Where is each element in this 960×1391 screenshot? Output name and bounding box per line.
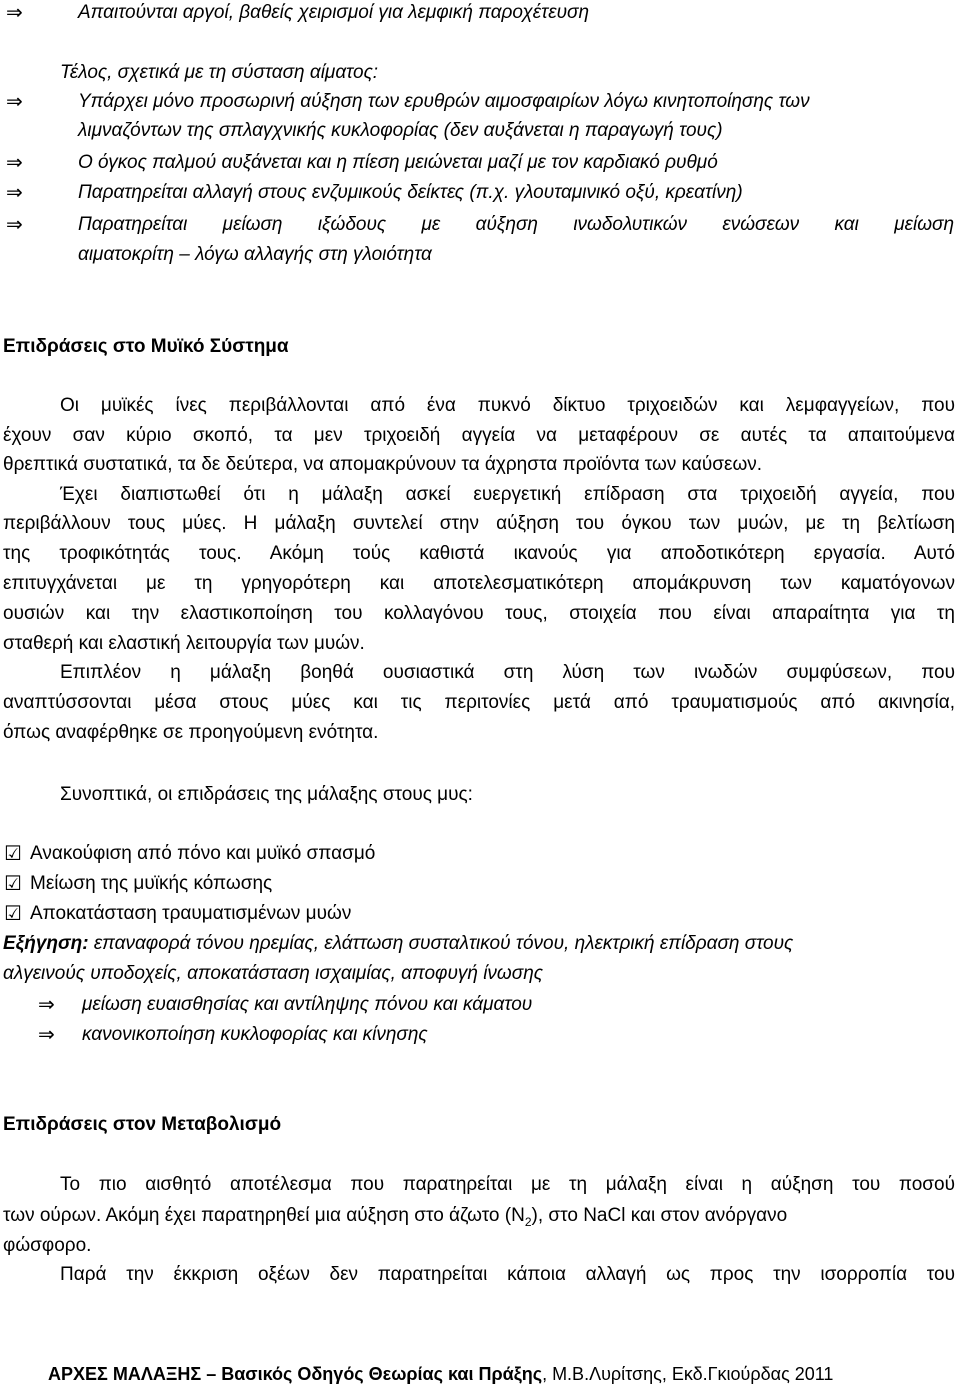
arrow-icon: ⇒ bbox=[6, 152, 23, 174]
paragraph-line bbox=[3, 1205, 787, 1233]
checklist-item: Μείωση της μυϊκής κόπωσης bbox=[30, 873, 273, 894]
bullet-text: Απαιτούνται αργοί, βαθείς χειρισμοί για λεμφική παροχέτευση bbox=[78, 2, 590, 23]
explanation-line bbox=[3, 933, 793, 955]
bullet-text: αιματοκρίτη – λόγω αλλαγής στη γλοιότητα bbox=[78, 244, 432, 265]
page-footer bbox=[48, 1364, 833, 1385]
explanation-line: αλγεινούς υποδοχείς, αποκατάσταση ισχαιμίας, αποφυγή ίνωσης bbox=[3, 963, 543, 984]
paragraph-line: ουσιών και την ελαστικοποίηση του κολλαγόνου τους, στοιχεία που είναι απαραίτητα για τη bbox=[3, 603, 955, 624]
summary-text: Συνοπτικά, οι επιδράσεις της μάλαξης στους μυς: bbox=[60, 784, 473, 805]
checkbox-icon: ☑ bbox=[4, 843, 22, 865]
section-heading: Επιδράσεις στον Μεταβολισμό bbox=[3, 1114, 282, 1135]
bullet-text: Παρατηρείται μείωση ιξώδους με αύξηση ινωδολυτικών ενώσεων και μείωση bbox=[78, 214, 954, 235]
paragraph-line: όπως αναφέρθηκε σε προηγούμενη ενότητα. bbox=[3, 722, 379, 743]
arrow-icon: ⇒ bbox=[6, 214, 23, 236]
paragraph-line: Το πιο αισθητό αποτέλεσμα που παρατηρείται με τη μάλαξη είναι η αύξηση του ποσού bbox=[60, 1174, 955, 1195]
checkbox-icon: ☑ bbox=[4, 873, 22, 895]
arrow-icon: ⇒ bbox=[6, 91, 23, 113]
paragraph-line: επιτυγχάνεται με τη γρηγορότερη και αποτελεσματικότερη απομάκρυνση των καματόγονων bbox=[3, 573, 955, 594]
bullet-text: Υπάρχει μόνο προσωρινή αύξηση των ερυθρών αιμοσφαιρίων λόγω κινητοποίησης των bbox=[78, 91, 810, 112]
footer-title: ΑΡΧΕΣ ΜΑΛΑΞΗΣ – Βασικός Οδηγός Θεωρίας και Πράξης bbox=[48, 1364, 543, 1384]
checkbox-icon: ☑ bbox=[4, 903, 22, 925]
paragraph-line: έχουν σαν κύριο σκοπό, τα μεν τριχοειδή αγγεία να μεταφέρουν σε αυτές τα απαιτούμενα bbox=[3, 425, 955, 446]
paragraph-line: αναπτύσσονται μέσα στους μύες και τις περιτονίες μετά από τραυματισμούς από ακινησία, bbox=[3, 692, 955, 713]
paragraph-line: Παρά την έκκριση οξέων δεν παρατηρείται κάποια αλλαγή ως προς την ισορροπία του bbox=[60, 1264, 955, 1285]
bullet-text: λιμναζόντων της σπλαγχνικής κυκλοφορίας (δεν αυξάνεται η παραγωγή τους) bbox=[78, 120, 723, 141]
sub-bullet-text: κανονικοποίηση κυκλοφορίας και κίνησης bbox=[82, 1024, 428, 1045]
paragraph-line: Οι μυϊκές ίνες περιβάλλονται από ένα πυκνό δίκτυο τριχοειδών και λεμφαγγείων, που bbox=[60, 395, 955, 416]
explanation-label: Εξήγηση: bbox=[3, 933, 89, 954]
sub-bullet-text: μείωση ευαισθησίας και αντίληψης πόνου και κάματου bbox=[82, 994, 533, 1015]
paragraph-line: φώσφορο. bbox=[3, 1235, 92, 1256]
checklist-item: Αποκατάσταση τραυματισμένων μυών bbox=[30, 903, 352, 924]
bullet-text: Ο όγκος παλμού αυξάνεται και η πίεση μειώνεται μαζί με τον καρδιακό ρυθμό bbox=[78, 152, 718, 173]
subscript: 2 bbox=[524, 1214, 532, 1229]
text-run: ), στο NaCl και στον ανόργανο bbox=[531, 1205, 788, 1226]
section-heading: Επιδράσεις στο Μυϊκό Σύστημα bbox=[3, 336, 289, 357]
explanation-text: επαναφορά τόνου ηρεμίας, ελάττωση συσταλτικού τόνου, ηλεκτρική επίδραση στους bbox=[88, 933, 794, 954]
arrow-icon: ⇒ bbox=[38, 994, 55, 1016]
paragraph-line: θρεπτικά συστατικά, τα δε δεύτερα, να απομακρύνουν τα άχρηστα προϊόντα των καύσεων. bbox=[3, 454, 763, 475]
paragraph-line: της τροφικότητάς τους. Ακόμη τούς καθιστά ικανούς για αποδοτικότερη εργασία. Αυτό bbox=[3, 543, 955, 564]
bullet-text: Παρατηρείται αλλαγή στους ενζυμικούς δείκτες (π.χ. γλουταμινικό οξύ, κρεατίνη) bbox=[78, 182, 743, 203]
arrow-icon: ⇒ bbox=[6, 182, 23, 204]
paragraph-line: περιβάλλουν τους μύες. Η μάλαξη συντελεί στην αύξηση του όγκου των μυών, με τη βελτίωση bbox=[3, 513, 955, 534]
arrow-icon: ⇒ bbox=[38, 1024, 55, 1046]
checklist-item: Ανακούφιση από πόνο και μυϊκό σπασμό bbox=[30, 843, 376, 864]
arrow-icon: ⇒ bbox=[6, 2, 23, 24]
paragraph-line: Έχει διαπιστωθεί ότι η μάλαξη ασκεί ευεργετική επίδραση στα τριχοειδή αγγεία, που bbox=[60, 484, 955, 505]
footer-authors: , Μ.Β.Λυρίτσης, Εκδ.Γκιούρδας 2011 bbox=[542, 1364, 834, 1384]
text-run: των ούρων. Ακόμη έχει παρατηρηθεί μια αύξηση στο άζωτο (N bbox=[3, 1205, 525, 1226]
paragraph-line: Επιπλέον η μάλαξη βοηθά ουσιαστικά στη λύση των ινωδών συμφύσεων, που bbox=[60, 662, 955, 683]
paragraph-line: σταθερή και ελαστική λειτουργία των μυών. bbox=[3, 633, 365, 654]
intro-text: Τέλος, σχετικά με τη σύσταση αίματος: bbox=[60, 62, 379, 83]
